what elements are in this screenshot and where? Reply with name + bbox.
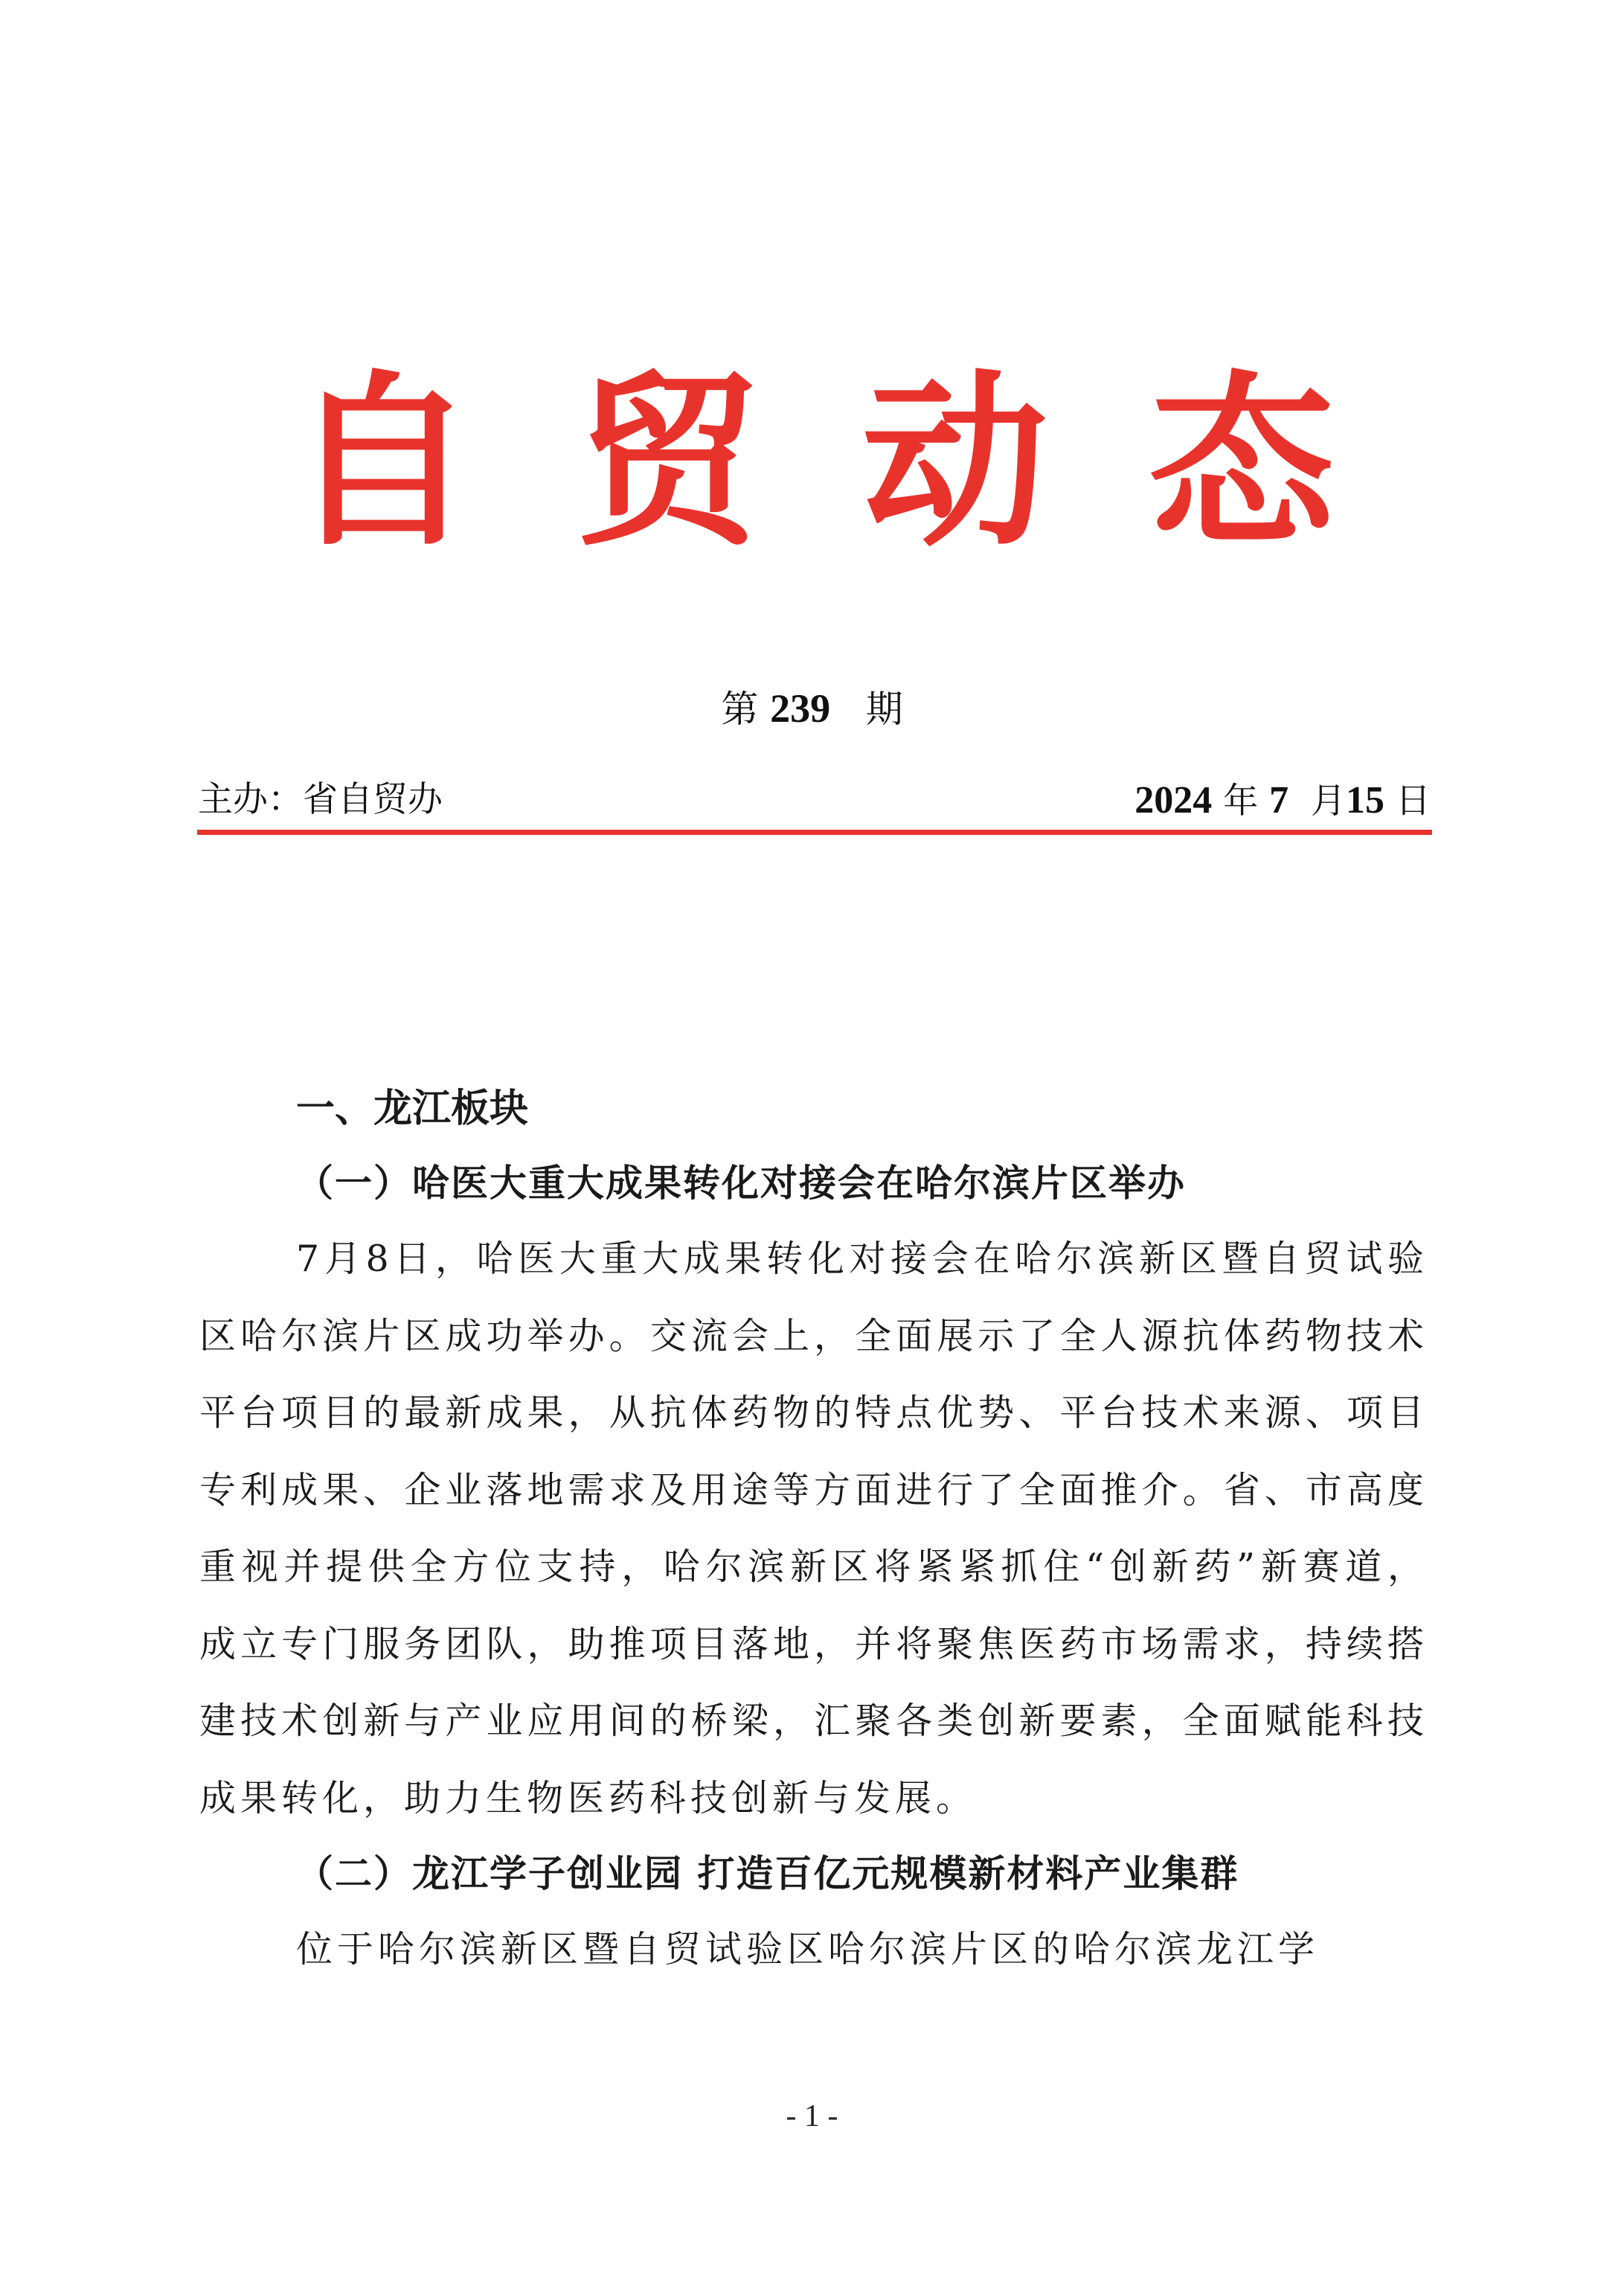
date-month-unit: 月 <box>1311 781 1347 822</box>
issue-suffix: 期 <box>865 688 903 731</box>
sponsor-line: 主办：省自贸办 <box>198 779 443 820</box>
item-body-1: 7月8日，哈医大重大成果转化对接会在哈尔滨新区暨自贸试验区哈尔滨片区成功举办。交流会上，全面展示了全人源抗体药物技术平台项目的最新成果，从抗体药物的特点优势、平台技术来源、项目专利成果、企业落地需求及用途等方面进行了全面推介。省、市高度重视并提供全方位支持，哈尔滨新区将紧紧抓住“创新药”新赛道，成立专门服务团队，助推项目落地，并将聚焦医药市场需求，持续搭建技术创新与产业应用间的桥梁，汇聚各类创新要素，全面赋能科技成果转化，助力生物医药科技创新与发展。 <box>199 1238 1428 1819</box>
date-year-unit: 年 <box>1223 781 1259 822</box>
date-day: 15 <box>1346 779 1385 822</box>
issue-num: 239 <box>770 686 831 731</box>
date-year: 2024 <box>1134 779 1213 822</box>
item-body-2: 位于哈尔滨新区暨自贸试验区哈尔滨片区的哈尔滨龙江学 <box>296 1928 1320 1970</box>
date-day-unit: 日 <box>1396 781 1431 822</box>
date-month: 7 <box>1269 779 1289 822</box>
publish-date <box>1134 771 1431 831</box>
page-number: - 1 - <box>786 2099 838 2133</box>
item-title-2: （二）龙江学子创业园 打造百亿元规模新材料产业集群 <box>296 1851 1239 1895</box>
issue-number <box>0 679 1624 739</box>
header-divider <box>197 830 1432 835</box>
article-content <box>199 1072 1428 1988</box>
issue-prefix: 第 <box>721 688 759 731</box>
item-title-1: （一）哈医大重大成果转化对接会在哈尔滨片区举办 <box>296 1161 1186 1205</box>
section-heading: 一、龙江板块 <box>296 1086 529 1131</box>
masthead-title: 自贸动态 <box>289 352 1435 571</box>
